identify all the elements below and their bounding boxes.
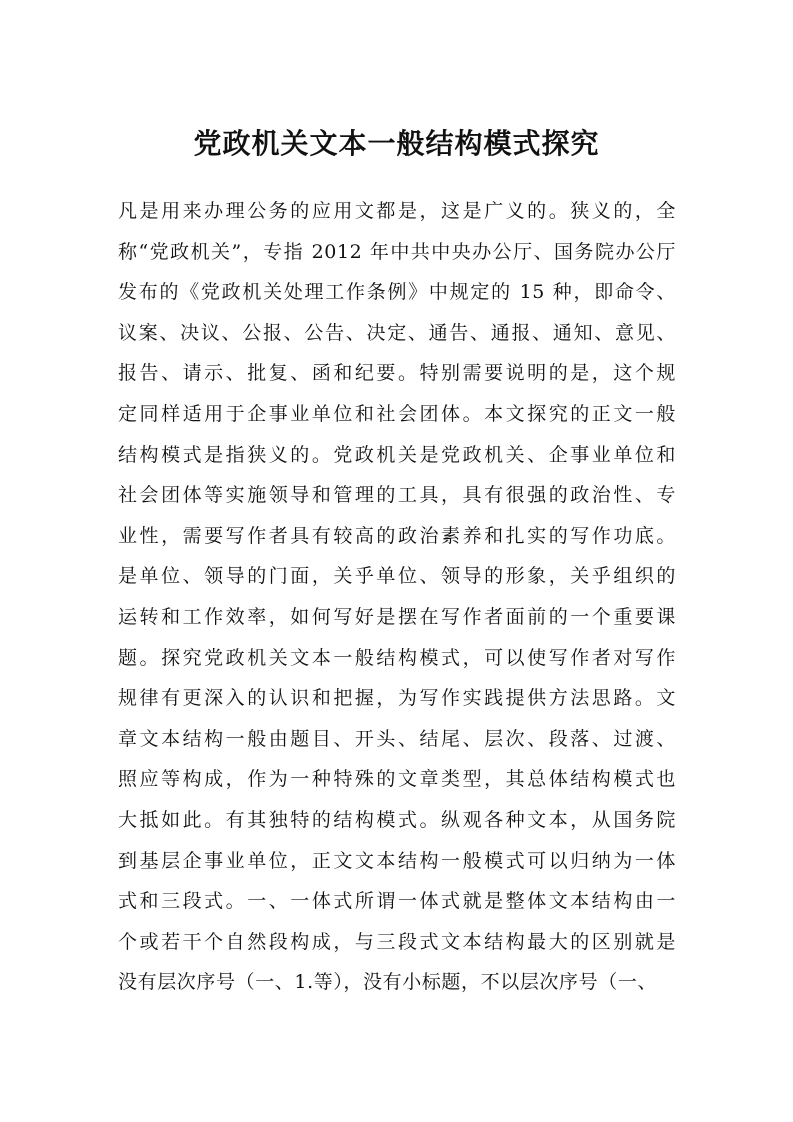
body-line: 议案、决议、公报、公告、决定、通告、通报、通知、意见、 xyxy=(118,321,676,344)
body-line: 是单位、领导的门面，关乎单位、领导的形象，关乎组织的 xyxy=(118,565,676,588)
body-line: 章文本结构一般由题目、开头、结尾、层次、段落、过渡、 xyxy=(118,727,676,750)
body-line: 式和三段式。一、一体式所谓一体式就是整体文本结构由一 xyxy=(118,890,676,913)
body-line: 大抵如此。有其独特的结构模式。纵观各种文本，从国务院 xyxy=(118,808,676,831)
body-line: 到基层企事业单位，正文文本结构一般模式可以归纳为一体 xyxy=(118,849,676,872)
body-line: 业性，需要写作者具有较高的政治素养和扎实的写作功底。 xyxy=(118,524,676,547)
document-body xyxy=(118,191,676,1003)
body-line: 题。探究党政机关文本一般结构模式，可以使写作者对写作 xyxy=(118,646,676,669)
body-line: 报告、请示、批复、函和纪要。特别需要说明的是，这个规 xyxy=(118,362,676,385)
body-line: 社会团体等实施领导和管理的工具，具有很强的政治性、专 xyxy=(118,484,676,507)
body-line: 结构模式是指狭义的。党政机关是党政机关、企事业单位和 xyxy=(118,443,676,466)
document-title: 党政机关文本一般结构模式探究 xyxy=(193,127,600,160)
body-line: 发布的《党政机关处理工作条例》中规定的 15 种，即命令、 xyxy=(118,281,676,304)
body-line: 凡是用来办理公务的应用文都是，这是广义的。狭义的，全 xyxy=(118,200,676,222)
body-line: 称“党政机关”，专指 2012 年中共中央办公厅、国务院办公厅 xyxy=(118,240,676,263)
body-line: 规律有更深入的认识和把握，为写作实践提供方法思路。文 xyxy=(118,687,676,710)
body-line: 照应等构成，作为一种特殊的文章类型，其总体结构模式也 xyxy=(118,768,676,791)
body-line: 定同样适用于企事业单位和社会团体。本文探究的正文一般 xyxy=(118,402,676,425)
body-line: 没有层次序号（一、1.等），没有小标题，不以层次序号（一、 xyxy=(118,971,658,994)
body-line: 个或若干个自然段构成，与三段式文本结构最大的区别就是 xyxy=(118,930,676,953)
body-line: 运转和工作效率，如何写好是摆在写作者面前的一个重要课 xyxy=(118,605,676,628)
